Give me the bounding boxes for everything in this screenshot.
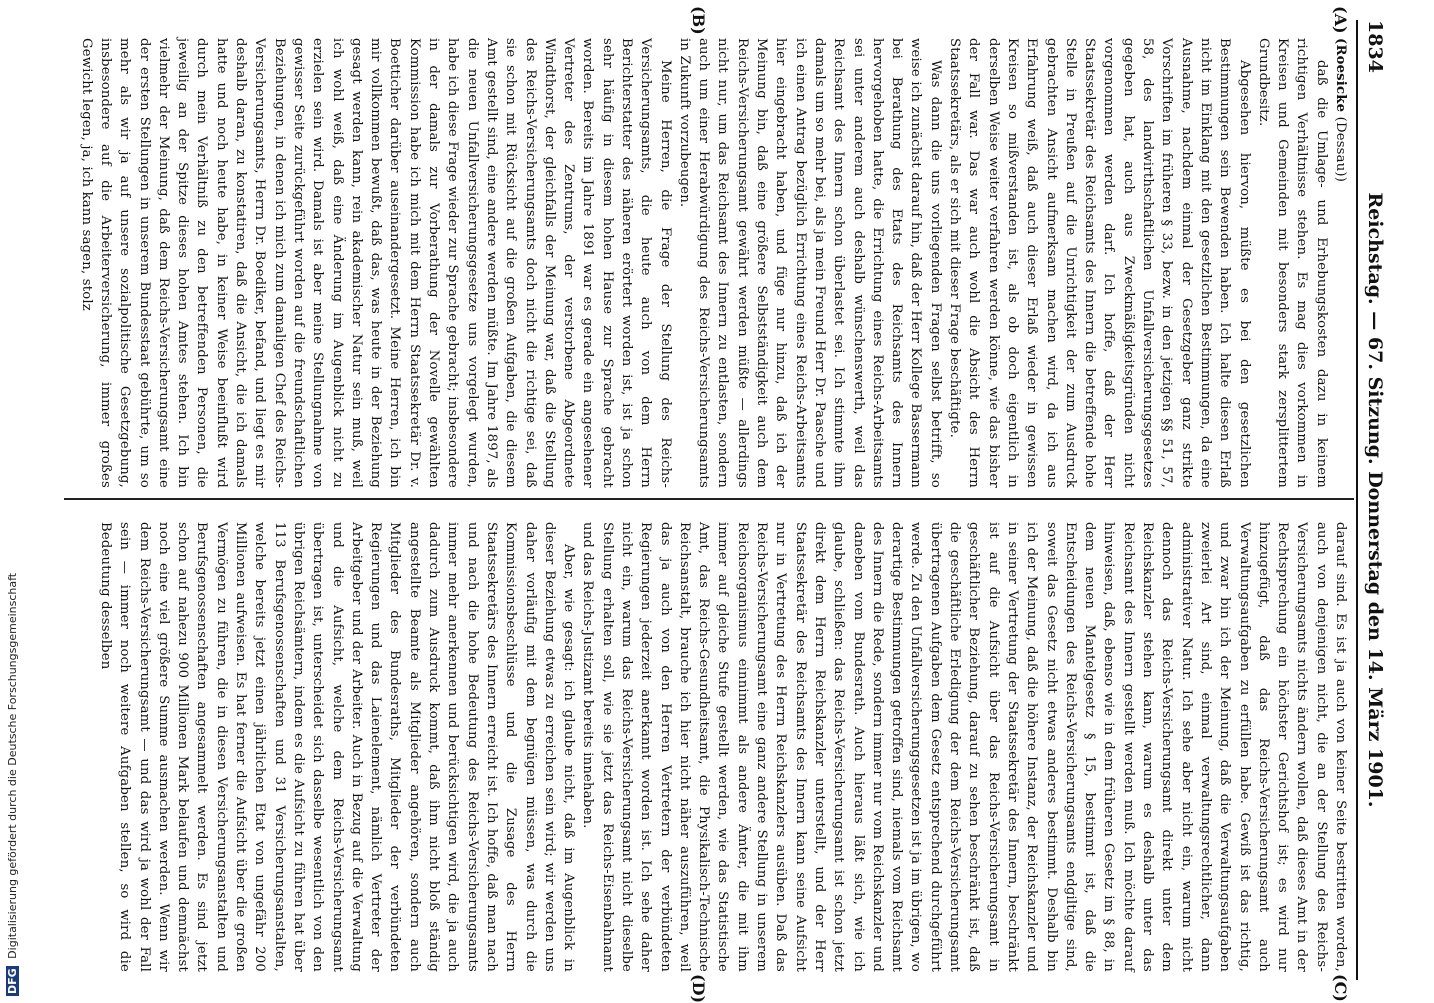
paragraph: Abgesehen hiervon, müßte es bei den gesetzlichen Bestimmungen sein Bewenden haben. Ich halte diesen Erlaß nicht im Einklang mit den gesetzlichen Bestimmungen, da eine Ausnahme, nachdem einmal der Gesetzgeber ganz strikte Vorschriften im früheren § 33, bezw. in den jetzigen §§ 51, 57, 58, des landwirthschaftlichen Unfallversicherungsgesetzes gegeben hat, auch aus Zweckmäßigkeitsgründen nicht vorgenommen werden darf. Ich hoffe, daß der Herr Staatssekretär des Reichsamts des Innern die betreffende hohe Stelle in Preußen auf die Unrichtigkeit der zum Ausdruck gebrachten Ansicht aufmerksam machen wird, da ich aus Erfahrung weiß, daß auch dieser Erlaß wieder in gewissen Kreisen so mißverstanden ist, als ob doch eigentlich in derselben Weise weiter verfahren werden könne, wie das bisher der Fall war. Das war auch wohl die Absicht des Herrn Staatssekretärs, als er sich mit dieser Frage beschäftigte. bbox=[947, 38, 1252, 488]
right-column bbox=[96, 522, 1350, 972]
column-divider bbox=[64, 498, 1354, 500]
left-column bbox=[76, 38, 1350, 488]
funding-note: Digitalisierung gefördert durch die Deutsche Forschungsgemeinschaft bbox=[6, 572, 19, 959]
paragraph: Aber, wie gesagt: ich glaube nicht, daß im Augenblick in dieser Beziehung etwas zu erreichen sein wird; wir werden uns daher vorläufig mit dem begnügen müssen, was durch die Kommissionsbeschlüsse und die Zusage des Herrn Staatssekretärs des Innern erreicht ist. Ich hoffe, daß man nach und nach die hohe Bedeutung des Reichs-Versicherungsamts immer mehr anerkennen und berücksichtigen wird, die ja auch dadurch zum Ausdruck kommt, daß ihm nicht bloß ständig angestellte Beamte als Mitglieder angehören, sondern auch Mitglieder des Bundesraths, Mitglieder der verbündeten Regierungen und das Laienelement, nämlich Vertreter der Arbeitgeber und der Arbeiter. Auch in Bezug auf die Verwaltung und die Aufsicht, welche dem Reichs-Versicherungsamt übertragen ist, unterscheidet sich dasselbe wesentlich von den übrigen Reichsämtern, indem es die Aufsicht zu führen hat über 113 Berufsgenossenschaften und 31 Versicherungsanstalten, welche bereits jetzt einen jährlichen Etat von ungefähr 200 Millionen aufweisen. Es hat ferner die Aufsicht über die großen Vermögen zu führen, die in diesen Versicherungsanstalten und Berufsgenossenschaften angesammelt werden. Es sind jetzt schon auf nahezu 900 Millionen Mark belaufen und demnächst noch eine viel größere Summe ausmachen werden. Wenn wir dem Reichs-Versicherungsamt — und das wird ja wohl der Fall sein — immer noch weitere Aufgaben stellen, so wird die Bedeutung desselben bbox=[98, 522, 577, 972]
paragraph: darauf sind. Es ist ja auch von keiner Seite bestritten worden, auch von denjenigen nicht, die an der Stellung des Reichs-Versicherungsamts nichts ändern wollen, daß dieses Amt in der Rechtsprechung ein höchster Gerichtshof ist; es wird nur hinzugefügt, daß das Reichs-Versicherungsamt auch Verwaltungsaufgaben zu erfüllen habe. Gewiß ist das richtig, und zwar bin ich der Meinung, daß die Verwaltungsaufgaben zweierlei Art sind, einmal verwaltungsrechtlicher, dann administrativer Natur. Ich sehe aber nicht ein, warum nicht dennoch das Reichs-Versicherungsamt direkt unter dem Reichskanzler stehen kann, warum es deshalb unter das Reichsamt des Innern gestellt werden muß. Ich möchte darauf hinweisen, daß, ebenso wie in dem früheren Gesetz im § 88, in dem neuen Mantelgesetz § 15, bestimmt ist, daß die Entscheidungen des Reichs-Versicherungsamts endgiltige sind, soweit das Gesetz nicht etwas anderes bestimmt. Deshalb bin ich der Meinung, daß die höhere Instanz, der Reichskanzler und in seiner Vertretung der Staatssekretär des Innern, beschränkt ist auf die Aufsicht über das Reichs-Versicherungsamt in geschäftlicher Beziehung, darauf zu sehen beschränkt ist, daß die geschäftliche Erledigung der dem Reichs-Versicherungsamt übertragenen Aufgaben dem Gesetz entsprechend durchgeführt werde. Zu den Unfallversicherungsgesetzen ist ja im übrigen, wo derartige Bestimmungen getroffen sind, niemals vom Reichsamt des Innern die Rede, sondern immer nur vom Reichskanzler und daneben vom Bundesrath. Auch hieraus läßt sich, wie ich glaube, schließen: das Reichs-Versicherungsamt ist schon jetzt direkt dem Herrn Reichskanzler unterstellt, und der Herr Staatssekretär des Reichsamts des Innern kann seine Aufsicht nur in Vertretung des Herrn Reichskanzlers ausüben. Daß das Reichs-Versicherungsamt eine ganz andere Stellung in unserem Reichsorganismus einnimmt als andere Ämter, die mit ihm immer auf gleiche Stufe gestellt werden, wie das Statistische Amt, das Reichs-Gesundheitsamt, die Physikalisch-Technische Reichsanstalt, brauche ich hier nicht näher auszuführen, weil das ja auch von den Herren Vertretern der verbündeten Regierungen jederzeit anerkannt worden ist. Ich sehe daher nicht ein, warum das Reichs-Versicherungsamt nicht dieselbe Stellung erhalten soll, wie sie jetzt das Reichs-Eisenbahnamt und das Reichs-Justizamt bereits innehaben. bbox=[580, 522, 1348, 972]
paragraph: Was dann die uns vorliegenden Fragen selbst betrifft, so weise ich zunächst darauf hin, daß der Herr Kollege Bassermann bei Berathung des Etats des Reichsamts des Innern hervorgehoben hatte, die Errichtung eines Reichs-Arbeitsamts sei unter anderem auch deshalb wünschenswerth, weil das Reichsamt des Innern schon überlastet sei. Ich stimmte ihm damals um so mehr bei, als ja mein Freund Herr Dr. Paasche und ich einen Antrag bezüglich Errichtung eines Reichs-Arbeitsamts hier eingebracht haben, und füge nur hinzu, daß ich der Meinung bin, daß eine größere Selbstständigkeit auch dem Reichs-Versicherungsamt gewährt werden müßte — allerdings nicht nur, um das Reichsamt des Innern zu entlasten, sondern auch um einer Herabwürdigung des Reichs-Versicherungsamts in Zukunft vorzubeugen. bbox=[676, 38, 943, 488]
header-rule bbox=[1356, 20, 1358, 980]
speaker-name: (Roesicke bbox=[1333, 38, 1348, 113]
speaker-suffix: (Dessau)) bbox=[1333, 116, 1348, 183]
page-header bbox=[1360, 20, 1386, 980]
page-title: Reichstag. — 67. Sitzung. Donnerstag den 14. März 1901. bbox=[1364, 192, 1386, 808]
margin-marker-c: (C) bbox=[1331, 974, 1350, 1002]
funding-footer bbox=[6, 573, 19, 996]
margin-marker-b: (B) bbox=[689, 6, 708, 35]
paragraph: Meine Herren, die Frage der Stellung des Reichs-Versicherungsamts, die heute auch von dem Herrn Berichterstatter des näheren erörtert worden ist, ist ja schon sehr häufig in diesem hohen Hause zur Sprache gebracht worden. Bereits im Jahre 1891 war es gerade ein angesehener Vertreter des Zentrums, der verstorbene Abgeordnete Windthorst, der gleichfalls der Meinung war, daß die Stellung des Reichs-Versicherungsamts doch nicht die richtige sei, daß sie schon mit Rücksicht auf die großen Aufgaben, die diesem Amt gestellt sind, eine andere werden müßte. Im Jahre 1897, als die neuen Unfallversicherungsgesetze uns vorgelegt wurden, habe ich diese Frage wieder zur Sprache gebracht; insbesondere in der damals zur Vorberathung der Novelle gewählten Kommission habe ich mich mit dem Herrn Staatssekretär Dr. v. Boetticher darüber auseinandergesetzt. Meine Herren, ich bin mir vollkommen bewußt, daß das, was heute in der Beziehung gesagt werden kann, rein akademischer Natur sein muß, weil ich wohl weiß, daß eine Änderung im Augenblick nicht zu erzielen sein wird. Damals ist aber meine Stellungnahme von gewisser Seite zurückgeführt worden auf die freundschaftlichen Beziehungen, in denen ich mich zum damaligen Chef des Reichs-Versicherungsamts, Herrn Dr. Boediker, befand, und liegt es mir deshalb daran, zu konstatiren, daß die Ansicht, die ich damals hatte und noch heute habe, in keiner Weise beeinflußt wird durch mein Verhältniß zu den betreffenden Personen, die jeweilig an der Spitze dieses hohen Amtes stehen. Ich bin vielmehr der Meinung, daß dem Reichs-Versicherungsamt eine der ersten Stellungen in unserem Bundesstaat gebührte, um so mehr als wir ja auf unsere sozialpolitische Gesetzgebung, insbesondere auf die Arbeiterversicherung, immer großes Gewicht legen, ja, ich kann sagen, stolz bbox=[78, 38, 673, 488]
margin-marker-a: (A) bbox=[1331, 6, 1350, 34]
page-number: 1834 bbox=[1364, 20, 1386, 73]
dfg-logo: DFG bbox=[6, 968, 19, 994]
margin-marker-d: (D) bbox=[689, 974, 708, 1003]
speaker-line bbox=[1331, 38, 1350, 488]
document-page bbox=[34, 0, 1394, 1003]
paragraph: daß die Umlage- und Erhebungskosten dazu in keinem richtigen Verhältnisse stehen. Es mag dies vorkommen in Kreisen und Gemeinden mit besonders stark zersplittertem Grundbesitz. bbox=[1255, 38, 1329, 488]
